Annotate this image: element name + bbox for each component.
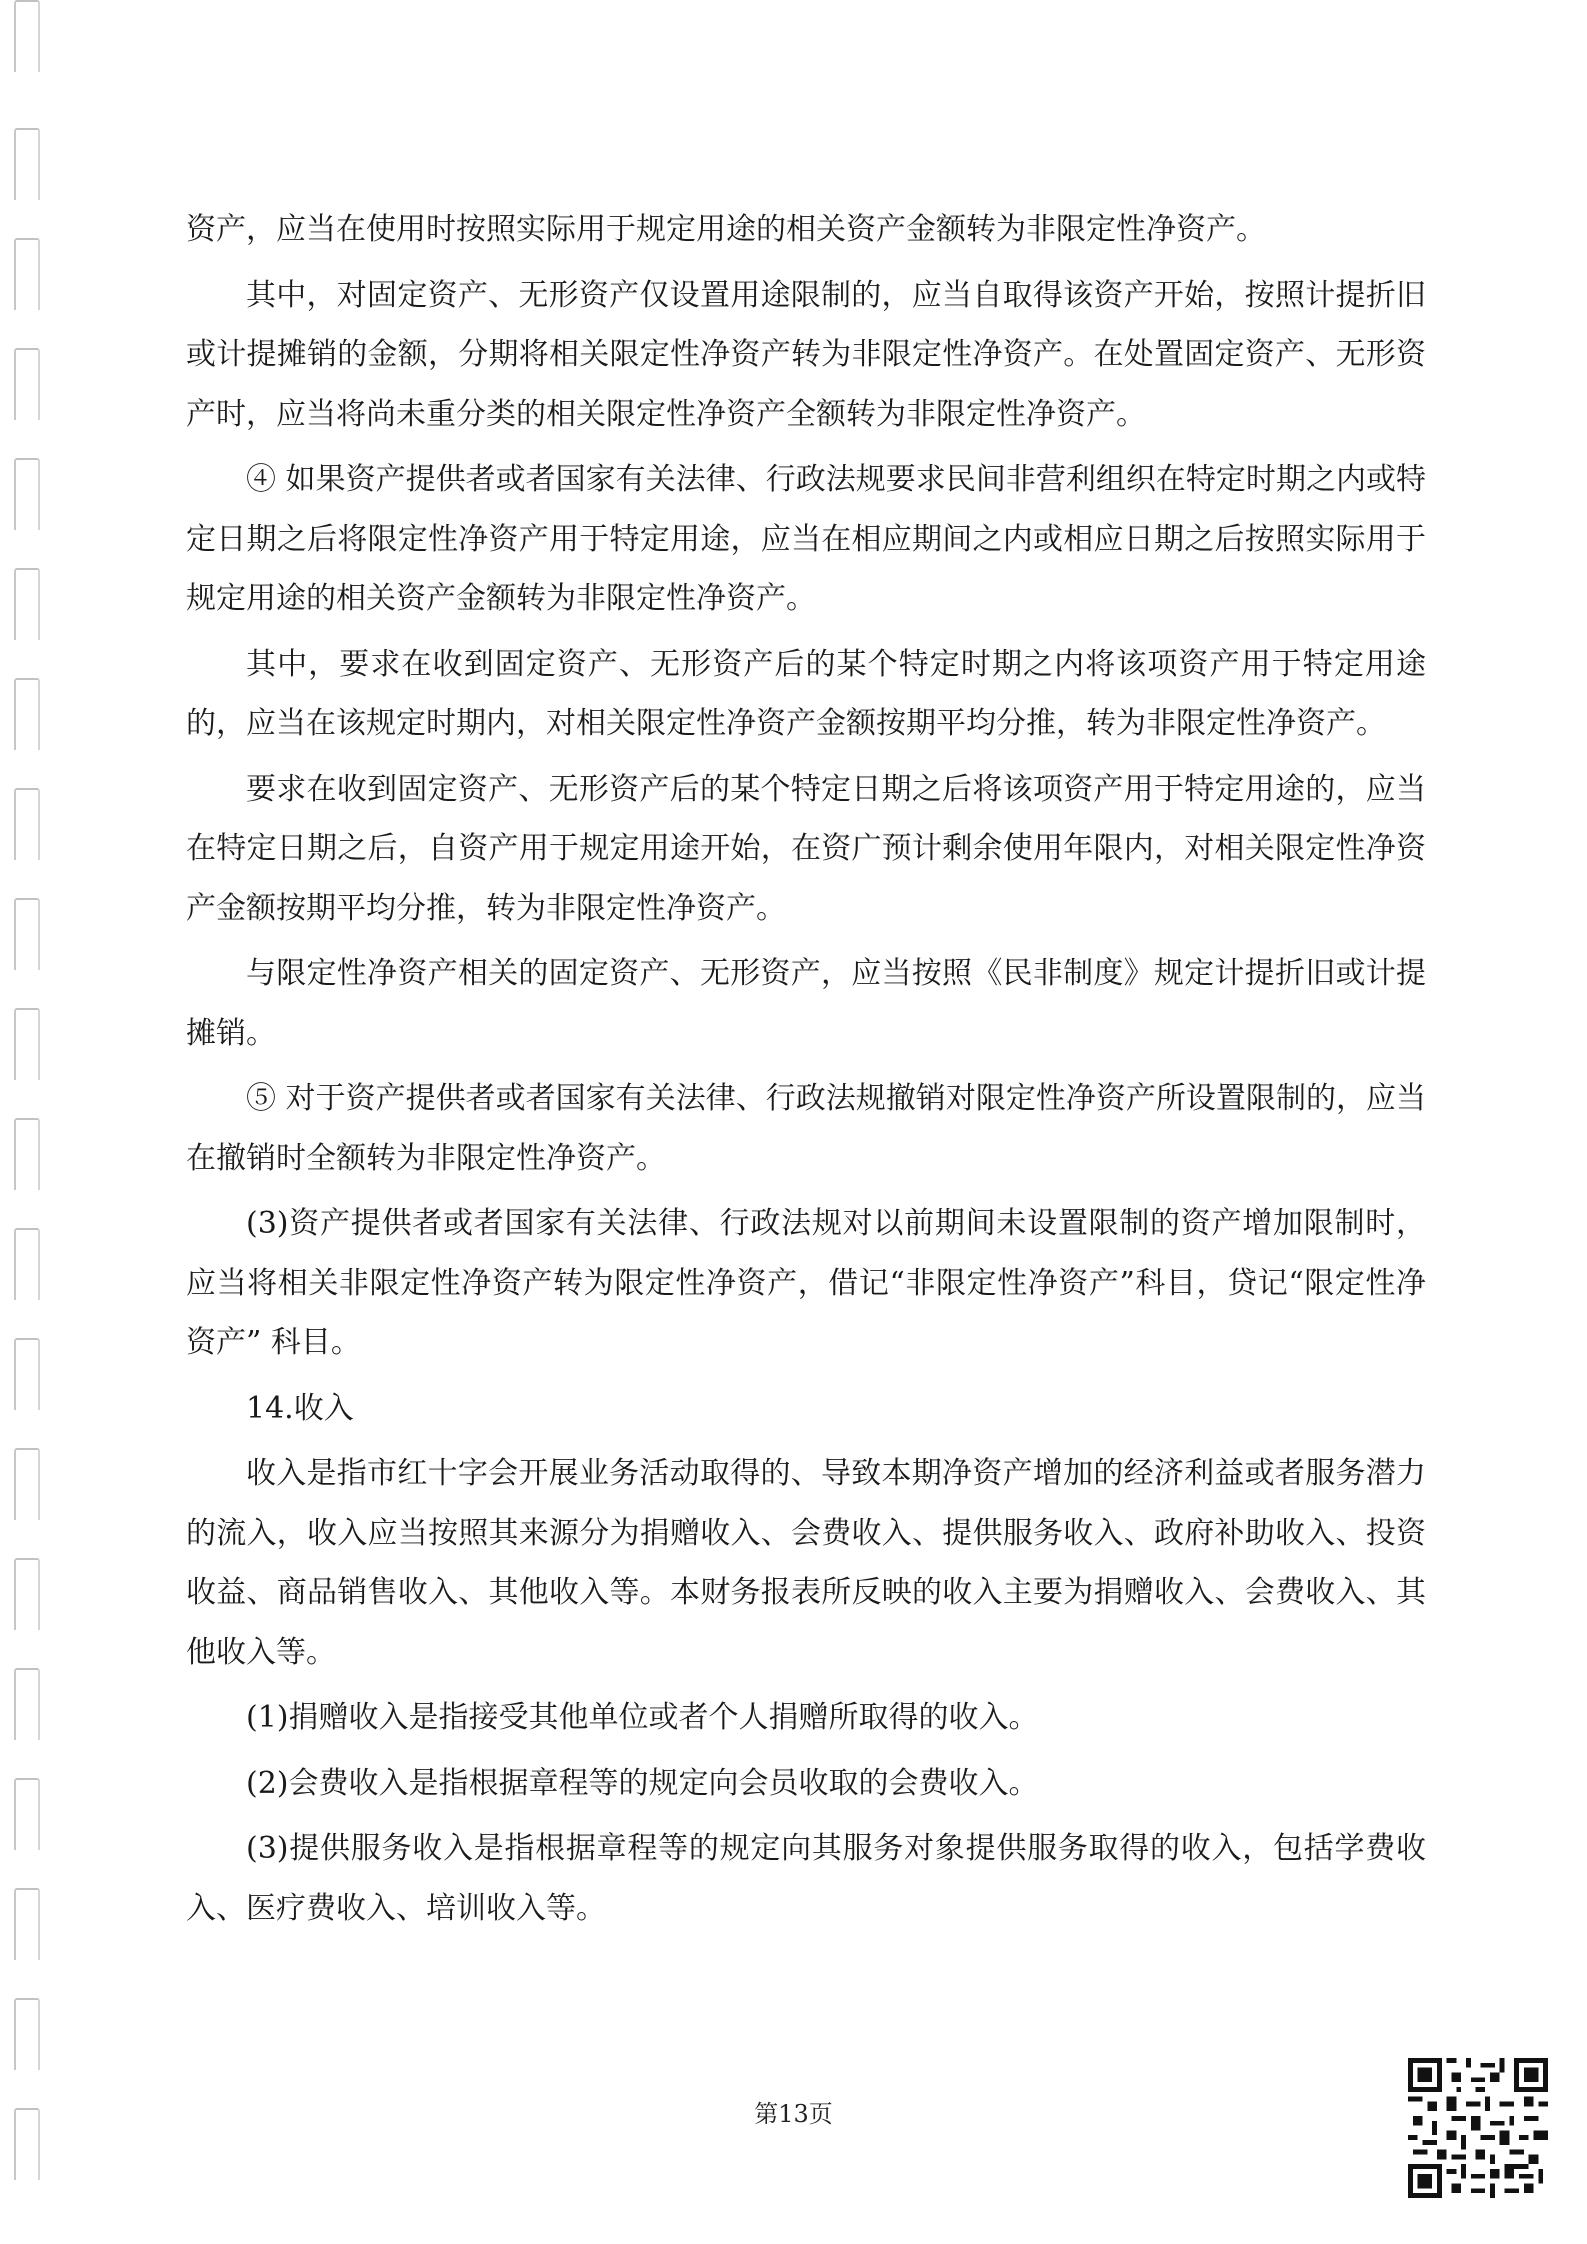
document-body [186,200,1426,1938]
paragraph-4: 其中，要求在收到固定资产、无形资产后的某个特定时期之内将该项资产用于特定用途的，应当在该规定时期内，对相关限定性净资产金额按期平均分推，转为非限定性净资产。 [186,646,1426,741]
paragraph-1: 资产，应当在使用时按照实际用于规定用途的相关资产金额转为非限定性净资产。 [186,212,1266,247]
paragraph-11: (1)捐赠收入是指接受其他单位或者个人捐赠所取得的收入。 [246,1700,1039,1735]
paragraph-6: 与限定性净资产相关的固定资产、无形资产，应当按照《民非制度》规定计提折旧或计提摊销。 [186,956,1426,1051]
paragraph-7: ⑤ 对于资产提供者或者国家有关法律、行政法规撤销对限定性净资产所设置限制的，应当在撤销时全额转为非限定性净资产。 [186,1081,1426,1176]
paragraph-2: 其中，对固定资产、无形资产仅设置用途限制的，应当自取得该资产开始，按照计提折旧或计提摊销的金额，分期将相关限定性净资产转为非限定性净资产。在处置固定资产、无形资产时，应当将尚未重分类的相关限定性净资产全额转为非限定性净资产。 [186,277,1426,432]
paragraph-13: (3)提供服务收入是指根据章程等的规定向其服务对象提供服务取得的收入，包括学费收入、医疗费收入、培训收入等。 [186,1831,1426,1926]
binding-holes [6,0,50,2244]
paragraph-3: ④ 如果资产提供者或者国家有关法律、行政法规要求民间非营利组织在特定时期之内或特定日期之后将限定性净资产用于特定用途，应当在相应期间之内或相应日期之后按照实际用于规定用途的相关资产金额转为非限定性净资产。 [186,462,1426,616]
qr-code-icon [1408,2058,1548,2198]
paragraph-5: 要求在收到固定资产、无形资产后的某个特定日期之后将该项资产用于特定用途的，应当在特定日期之后，自资产用于规定用途开始，在资广预计剩余使用年限内，对相关限定性净资产金额按期平均分推，转为非限定性净资产。 [186,771,1426,926]
paragraph-12: (2)会费收入是指根据章程等的规定向会员收取的会费收入。 [246,1765,1039,1801]
section-heading-income: 14.收入 [246,1390,354,1426]
paragraph-8: (3)资产提供者或者国家有关法律、行政法规对以前期间未设置限制的资产增加限制时，应当将相关非限定性净资产转为限定性净资产，借记“非限定性净资产”科目，贷记“限定性净资产” 科目。 [186,1206,1426,1360]
page-number: 第13页 [754,2100,833,2128]
paragraph-10: 收入是指市红十字会开展业务活动取得的、导致本期净资产增加的经济利益或者服务潜力的流入，收入应当按照其来源分为捐赠收入、会费收入、提供服务收入、政府补助收入、投资收益、商品销售收入、其他收入等。本财务报表所反映的收入主要为捐赠收入、会费收入、其他收入等。 [186,1456,1426,1670]
